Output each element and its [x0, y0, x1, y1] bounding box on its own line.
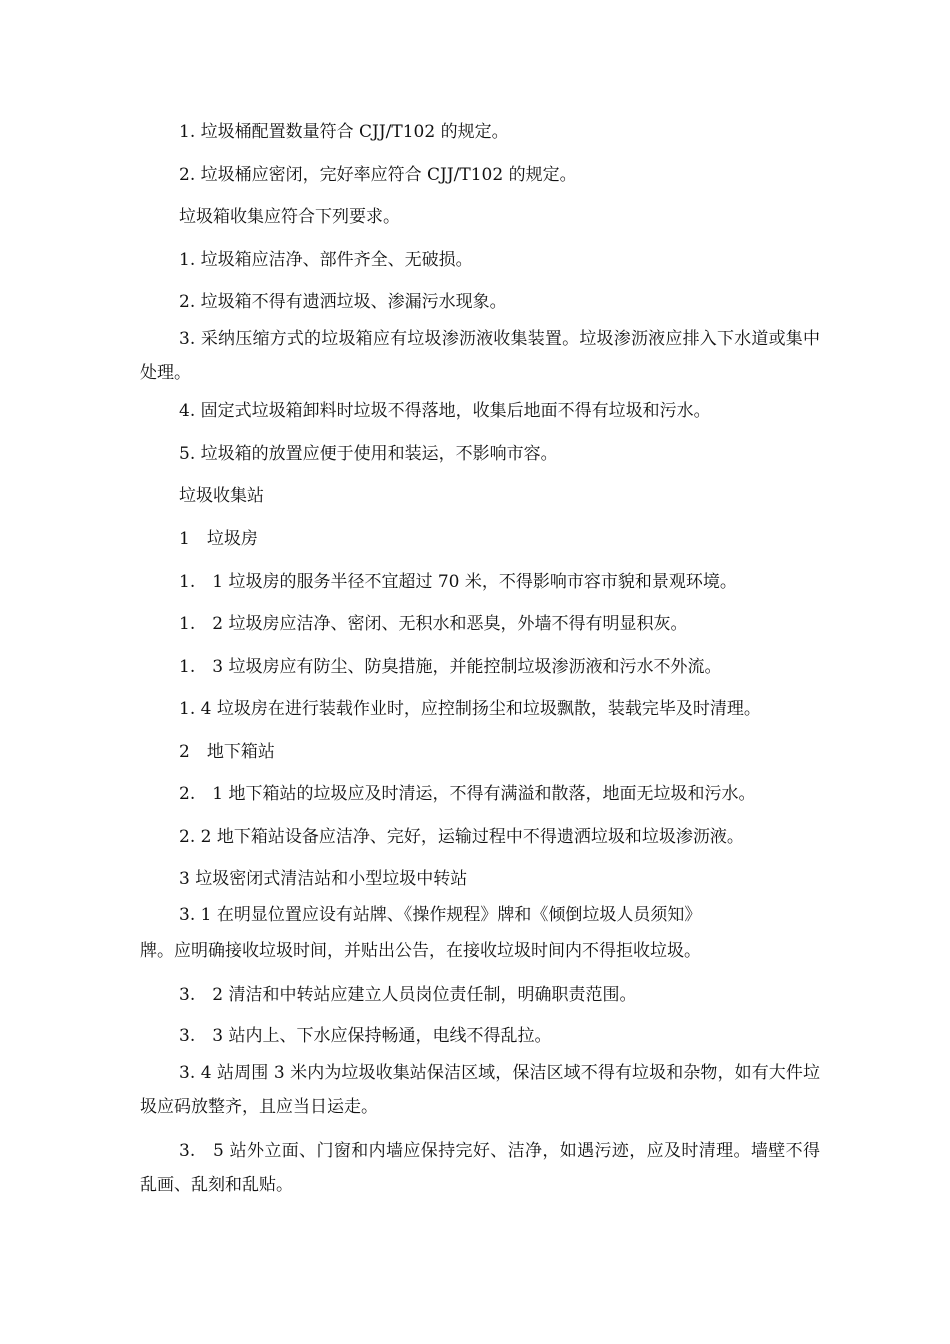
paragraph: 3. 3 站内上、下水应保持畅通，电线不得乱拉。 [179, 1026, 552, 1046]
paragraph: 1. 垃圾箱应洁净、部件齐全、无破损。 [179, 250, 473, 270]
paragraph: 3. 2 清洁和中转站应建立人员岗位责任制，明确职责范围。 [179, 985, 637, 1005]
paragraph: 1. 3 垃圾房应有防尘、防臭措施，并能控制垃圾渗沥液和污水不外流。 [179, 657, 722, 677]
subsection-heading: 2 地下箱站 [179, 742, 275, 762]
paragraph: 2. 2 地下箱站设备应洁净、完好，运输过程中不得遗洒垃圾和垃圾渗沥液。 [179, 827, 744, 847]
paragraph: 2. 垃圾桶应密闭，完好率应符合 CJJ/T102 的规定。 [179, 165, 577, 185]
paragraph: 3. 采纳压缩方式的垃圾箱应有垃圾渗沥液收集装置。垃圾渗沥液应排入下水道或集中处理。 [140, 329, 820, 383]
paragraph-continuation: 牌。应明确接收垃圾时间，并贴出公告，在接收垃圾时间内不得拒收垃圾。 [140, 941, 701, 961]
section-heading: 垃圾收集站 [179, 486, 264, 506]
paragraph: 1. 垃圾桶配置数量符合 CJJ/T102 的规定。 [179, 122, 509, 142]
paragraph: 3. 1 在明显位置应设有站牌、《操作规程》牌和《倾倒垃圾人员须知》 [179, 905, 702, 925]
paragraph: 1. 4 垃圾房在进行装载作业时，应控制扬尘和垃圾飘散，装载完毕及时清理。 [179, 699, 761, 719]
paragraph: 3. 4 站周围 3 米内为垃圾收集站保洁区域，保洁区域不得有垃圾和杂物，如有大件垃圾应码放整齐，且应当日运走。 [140, 1063, 820, 1117]
paragraph: 4. 固定式垃圾箱卸料时垃圾不得落地，收集后地面不得有垃圾和污水。 [179, 401, 711, 421]
paragraph: 1. 2 垃圾房应洁净、密闭、无积水和恶臭，外墙不得有明显积灰。 [179, 614, 688, 634]
paragraph: 2. 垃圾箱不得有遗洒垃圾、渗漏污水现象。 [179, 292, 507, 312]
paragraph: 5. 垃圾箱的放置应便于使用和装运，不影响市容。 [179, 444, 558, 464]
subsection-heading: 1 垃圾房 [179, 529, 258, 549]
paragraph: 垃圾箱收集应符合下列要求。 [179, 207, 400, 227]
paragraph: 1. 1 垃圾房的服务半径不宜超过 70 米，不得影响市容市貌和景观环境。 [179, 572, 737, 592]
paragraph: 2. 1 地下箱站的垃圾应及时清运，不得有满溢和散落，地面无垃圾和污水。 [179, 784, 756, 804]
paragraph: 3. 5 站外立面、门窗和内墙应保持完好、洁净，如遇污迹，应及时清理。墙壁不得乱画、乱刻和乱贴。 [140, 1141, 820, 1195]
subsection-heading: 3 垃圾密闭式清洁站和小型垃圾中转站 [179, 869, 468, 889]
